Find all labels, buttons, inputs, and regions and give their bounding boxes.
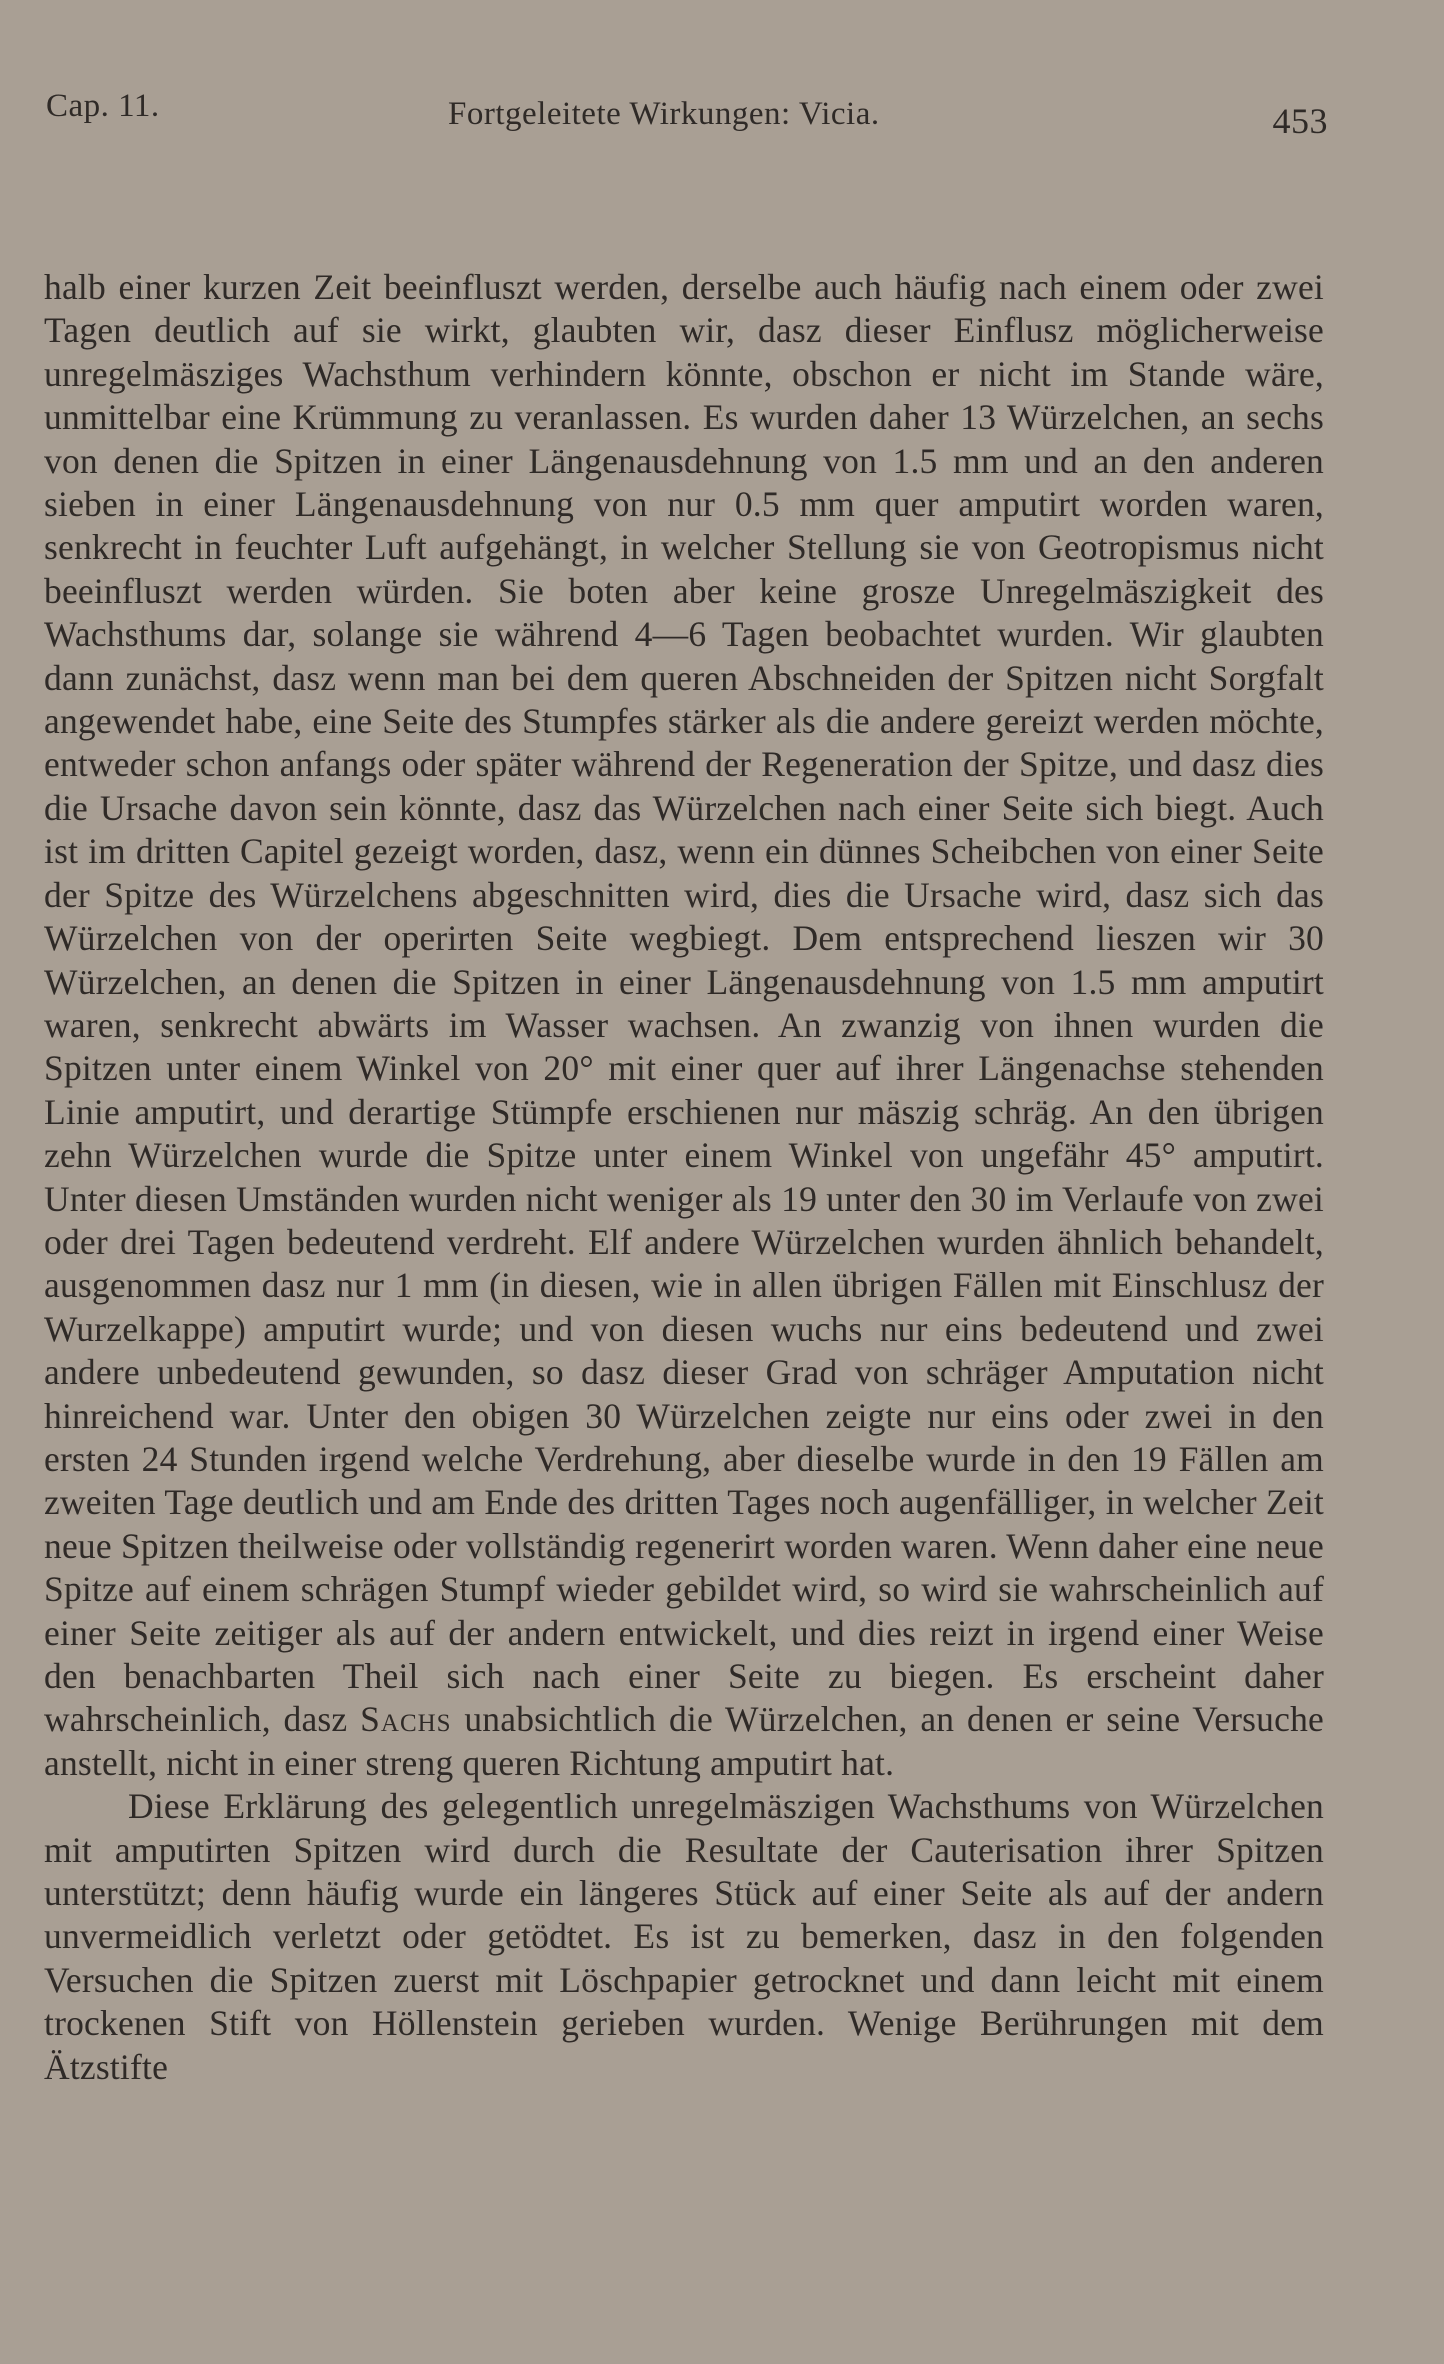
chapter-label: Cap. 11. [46, 88, 160, 124]
paragraph-1-text-end: unabsichtlich die Würzelchen, an denen er seine Versuche anstellt, nicht in einer streng queren Richtung amputirt hat. [44, 1699, 1324, 1783]
paragraph-2: Diese Erklärung des gelegentlich unregelmäszigen Wachsthums von Würzelchen mit amputirten Spitzen wird durch die Resultate der Cauterisation ihrer Spitzen unterstützt; denn häufig wurde ein längeres Stück auf einer Seite als auf der andern unvermeidlich verletzt oder getödtet. Es ist zu bemerken, dasz in den folgenden Versuchen die Spitzen zuerst mit Löschpapier getrocknet und dann leicht mit einem trockenen Stift von Höllenstein gerieben wurden. Wenige Berührungen mit dem Ätzstifte [44, 1786, 1324, 2087]
paragraph-1 [44, 266, 1324, 1785]
paragraph-1-text: halb einer kurzen Zeit beeinfluszt werden, derselbe auch häufig nach einem oder zwei Tagen deutlich auf sie wirkt, glaubten wir, dasz dieser Einflusz möglicherweise unregelmäsziges Wachsthum verhindern könnte, obschon er nicht im Stande wäre, unmittelbar eine Krümmung zu veranlassen. Es wurden daher 13 Würzelchen, an sechs von denen die Spitzen in einer Längenausdehnung von 1.5 mm und an den anderen sieben in einer Längenausdehnung von nur 0.5 mm quer amputirt worden waren, senkrecht in feuchter Luft aufgehängt, in welcher Stellung sie von Geotropismus nicht beeinfluszt werden würden. Sie boten aber keine grosze Unregelmäszigkeit des Wachsthums dar, solange sie während 4—6 Tagen beobachtet wurden. Wir glaubten dann zunächst, dasz wenn man bei dem queren Abschneiden der Spitzen nicht Sorgfalt angewendet habe, eine Seite des Stumpfes stärker als die andere gereizt werden möchte, entweder schon anfangs oder später während der Regeneration der Spitze, und dasz dies die Ursache davon sein könnte, dasz das Würzelchen nach einer Seite sich biegt. Auch ist im dritten Capitel gezeigt worden, dasz, wenn ein dünnes Scheibchen von einer Seite der Spitze des Würzelchens abgeschnitten wird, dies die Ursache wird, dasz sich das Würzelchen von der operirten Seite wegbiegt. Dem entsprechend lieszen wir 30 Würzelchen, an denen die Spitzen in einer Längenausdehnung von 1.5 mm amputirt waren, senkrecht abwärts im Wasser wachsen. An zwanzig von ihnen wurden die Spitzen unter einem Winkel von 20° mit einer quer auf ihrer Längenachse stehenden Linie amputirt, und derartige Stümpfe erschienen nur mäszig schräg. An den übrigen zehn Würzelchen wurde die Spitze unter einem Winkel von ungefähr 45° amputirt. Unter diesen Umständen wurden nicht weniger als 19 unter den 30 im Verlaufe von zwei oder drei Tagen bedeutend verdreht. Elf andere Würzelchen wurden ähnlich behandelt, ausgenommen dasz nur 1 mm (in diesen, wie in allen übrigen Fällen mit Einschlusz der Wurzelkappe) amputirt wurde; und von diesen wuchs nur eins bedeutend und zwei andere unbedeutend gewunden, so dasz dieser Grad von schräger Amputation nicht hinreichend war. Unter den obigen 30 Würzelchen zeigte nur eins oder zwei in den ersten 24 Stunden irgend welche Verdrehung, aber dieselbe wurde in den 19 Fällen am zweiten Tage deutlich und am Ende des dritten Tages noch augenfälliger, in welcher Zeit neue Spitzen theilweise oder vollständig regenerirt worden waren. Wenn daher eine neue Spitze auf einem schrägen Stumpf wieder gebildet wird, so wird sie wahrscheinlich auf einer Seite zeitiger als auf der andern entwickelt, und dies reizt in irgend einer Weise den benachbarten Theil sich nach einer Seite zu biegen. Es erscheint daher wahrscheinlich, dasz [44, 267, 1324, 1740]
page-number: 453 [1272, 101, 1328, 141]
body-text [44, 266, 1324, 2089]
running-head [44, 88, 1328, 141]
author-name: Sachs [360, 1699, 452, 1740]
running-title: Fortgeleitete Wirkungen: Vicia. [448, 96, 880, 132]
